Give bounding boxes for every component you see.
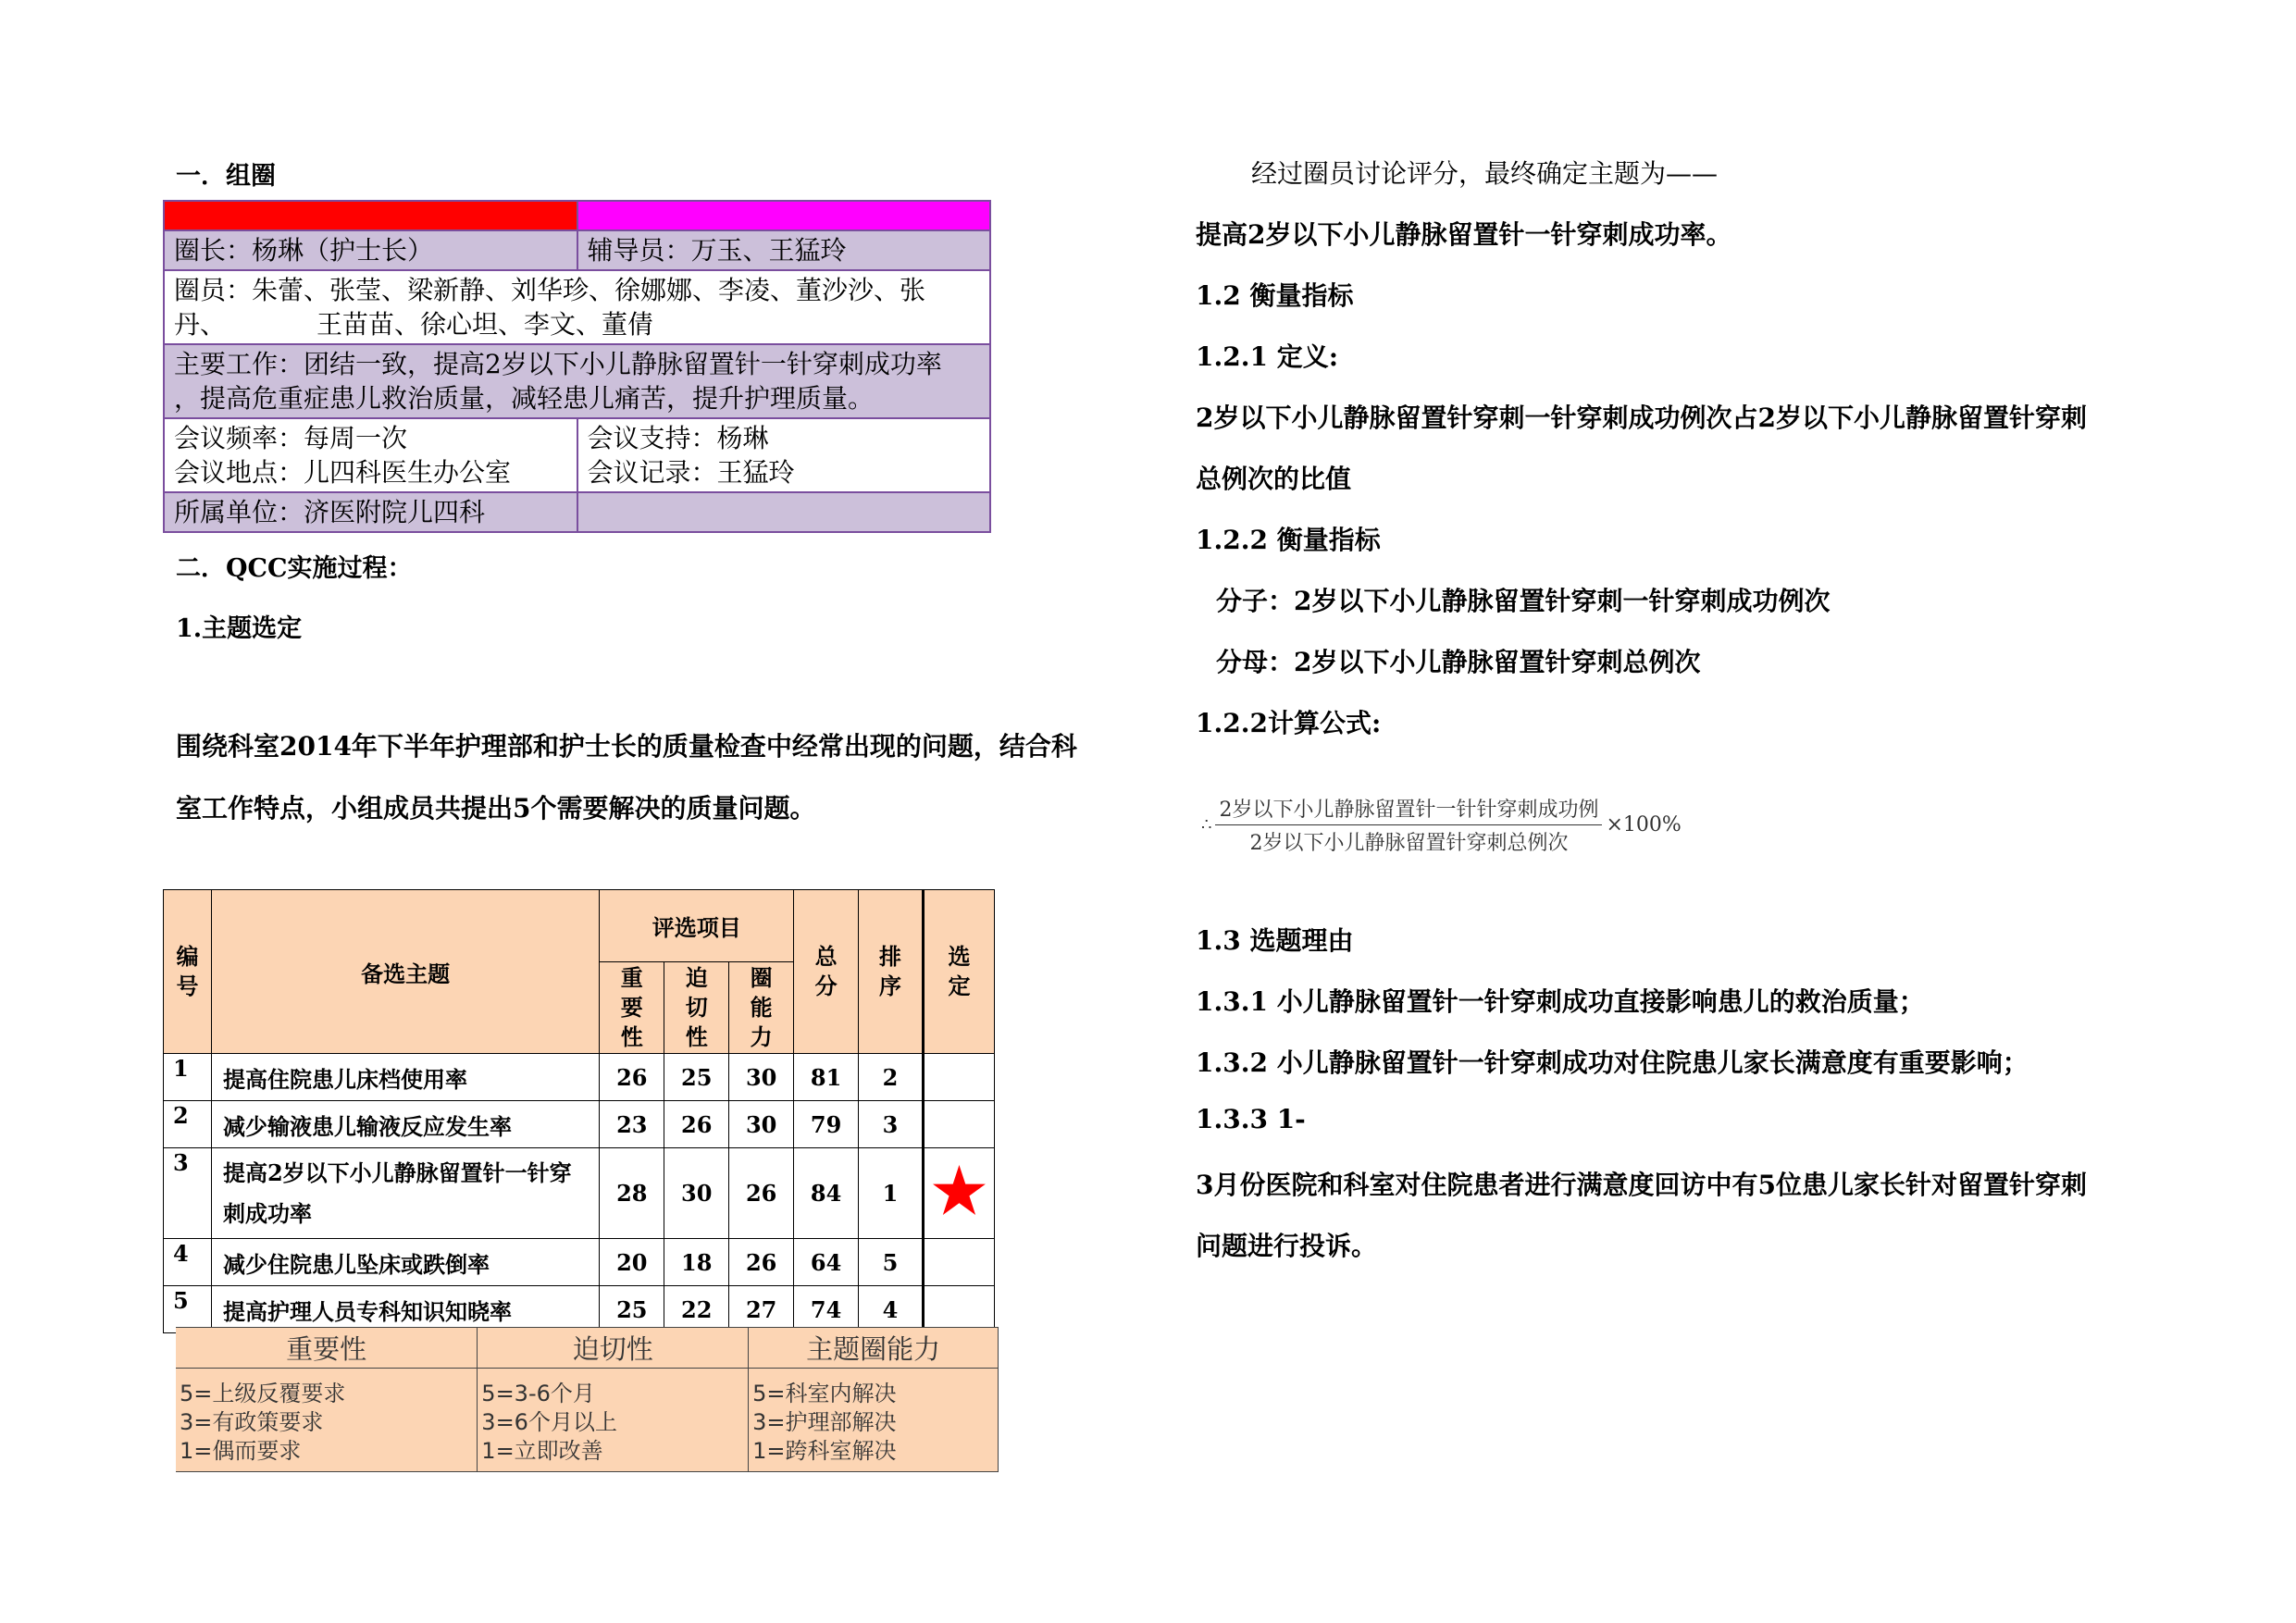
conclusion-intro: 经过圈员讨论评分，最终确定主题为—— — [1251, 158, 1719, 189]
row-urgency: 18 — [664, 1239, 729, 1286]
table-row — [164, 1101, 995, 1148]
row-number: 1 — [164, 1054, 212, 1101]
section-1-2-heading: 1.2 衡量指标 — [1196, 280, 1354, 311]
row-capability: 26 — [729, 1148, 794, 1239]
legend-header-capability: 主题圈能力 — [749, 1328, 999, 1369]
col-header-rank-c1: 排 — [879, 943, 901, 970]
meeting-support: 会议支持：杨琳 — [587, 423, 769, 453]
row-importance: 20 — [600, 1239, 664, 1286]
table-row — [164, 1286, 995, 1333]
team-members-line2: 丹、 王苗苗、徐心坦、李文、董倩 — [174, 309, 654, 340]
legend-urgency-3: 3=6个月以上 — [481, 1409, 617, 1435]
formula-fraction — [1215, 794, 1602, 856]
formula-heading: 1.2.2计算公式: — [1196, 708, 1382, 738]
therefore-symbol: ∴ — [1201, 815, 1212, 835]
col-header-number-c1: 编 — [176, 943, 199, 970]
table-row — [164, 1054, 995, 1101]
team-table — [163, 200, 991, 533]
col-header-selected-c1: 选 — [948, 943, 971, 970]
team-work-line2: ，提高危重症患儿救治质量，减轻患儿痛苦，提升护理质量。 — [174, 383, 875, 414]
team-main-work — [164, 344, 990, 418]
col-header-number — [164, 890, 212, 1054]
row-topic: 减少输液患儿输液反应发生率 — [211, 1101, 599, 1148]
section-1-2-2-heading: 1.2.2 衡量指标 — [1196, 525, 1381, 555]
col-header-capability-c1: 圈 — [750, 964, 773, 991]
team-work-line1: 主要工作：团结一致，提高2岁以下小儿静脉留置针一针穿刺成功率 — [174, 349, 942, 379]
col-header-selected — [923, 890, 994, 1054]
scoring-legend-table — [176, 1327, 999, 1472]
col-header-total-c2: 分 — [814, 973, 838, 999]
legend-header-urgency: 迫切性 — [478, 1328, 749, 1369]
row-topic: 减少住院患儿坠床或跌倒率 — [211, 1239, 599, 1286]
team-members — [164, 270, 990, 344]
subheading-topic-selection: 1.主题选定 — [176, 614, 303, 643]
row-total: 64 — [794, 1239, 859, 1286]
row-number: 4 — [164, 1239, 212, 1286]
col-header-rank — [859, 890, 924, 1054]
col-header-evaluation: 评选项目 — [600, 890, 794, 962]
row-total: 74 — [794, 1286, 859, 1333]
row-capability: 26 — [729, 1239, 794, 1286]
row-rank: 1 — [859, 1148, 924, 1239]
formula-denominator: 2岁以下小儿静脉留置针穿刺总例次 — [1249, 832, 1569, 855]
row-rank: 3 — [859, 1101, 924, 1148]
intro-paragraph-line2: 室工作特点，小组成员共提出5个需要解决的质量问题。 — [176, 793, 816, 824]
col-header-number-c2: 号 — [176, 973, 199, 999]
row-urgency: 30 — [664, 1148, 729, 1239]
definition-line1: 2岁以下小儿静脉留置针穿刺一针穿刺成功例次占2岁以下小儿静脉留置针穿刺 — [1196, 403, 2087, 433]
row-topic-line1: 提高2岁以下小儿静脉留置针一针穿 — [222, 1158, 572, 1186]
section-1-2-1-heading: 1.2.1 定义: — [1196, 341, 1339, 372]
col-header-urgency — [664, 962, 729, 1054]
row-topic: 提高住院患儿床档使用率 — [211, 1054, 599, 1101]
col-header-urgency-c2: 切 — [685, 994, 708, 1021]
row-selected — [923, 1286, 994, 1333]
legend-importance-5: 5=上级反覆要求 — [180, 1381, 346, 1406]
row-capability: 27 — [729, 1286, 794, 1333]
row-total: 79 — [794, 1101, 859, 1148]
legend-importance-1: 1=偶而要求 — [180, 1438, 302, 1464]
legend-urgency-values — [478, 1369, 749, 1472]
row-importance: 23 — [600, 1101, 664, 1148]
reason-3: 1.3.3 1- — [1196, 1104, 1306, 1134]
team-meeting-roles — [577, 418, 991, 492]
row-urgency: 25 — [664, 1054, 729, 1101]
reason-3-line3: 问题进行投诉。 — [1196, 1231, 1378, 1261]
legend-capability-5: 5=科室内解决 — [752, 1381, 897, 1406]
formula-multiplier: ×100% — [1606, 813, 1682, 836]
col-header-selected-c2: 定 — [948, 973, 971, 999]
team-meeting-info — [164, 418, 577, 492]
row-rank: 5 — [859, 1239, 924, 1286]
team-header-magenta-cell — [577, 201, 991, 230]
row-rank: 2 — [859, 1054, 924, 1101]
row-selected — [923, 1101, 994, 1148]
legend-header-importance: 重要性 — [176, 1328, 478, 1369]
reason-2: 1.3.2 小儿静脉留置针一针穿刺成功对住院患儿家长满意度有重要影响； — [1196, 1047, 2029, 1078]
star-icon: ★ — [931, 1155, 987, 1227]
row-selected — [923, 1148, 994, 1239]
team-leader: 圈长：杨琳（护士长） — [164, 230, 577, 270]
formula — [1201, 794, 1682, 856]
col-header-capability — [729, 962, 794, 1054]
legend-capability-values — [749, 1369, 999, 1472]
meeting-record: 会议记录：王猛玲 — [587, 457, 795, 488]
team-unit-empty — [577, 492, 991, 532]
row-total: 84 — [794, 1148, 859, 1239]
row-selected — [923, 1054, 994, 1101]
table-row — [164, 1239, 995, 1286]
table-row-selected — [164, 1148, 995, 1239]
row-number: 3 — [164, 1148, 212, 1239]
row-urgency: 26 — [664, 1101, 729, 1148]
section-heading-qcc: 二．QCC实施过程： — [176, 554, 413, 583]
col-header-urgency-c1: 迫 — [685, 964, 708, 991]
col-header-total — [794, 890, 859, 1054]
col-header-topic: 备选主题 — [211, 890, 599, 1054]
section-heading-team: 一．组圈 — [176, 162, 276, 191]
row-topic: 提高护理人员专科知识知晓率 — [211, 1286, 599, 1333]
row-capability: 30 — [729, 1101, 794, 1148]
row-importance: 28 — [600, 1148, 664, 1239]
team-advisor: 辅导员：万玉、王猛玲 — [577, 230, 991, 270]
row-capability: 30 — [729, 1054, 794, 1101]
meeting-frequency: 会议频率：每周一次 — [174, 423, 408, 453]
col-header-importance-c1: 重 — [620, 964, 643, 991]
row-selected — [923, 1239, 994, 1286]
formula-numerator: 2岁以下小儿静脉留置针一针针穿刺成功例 — [1215, 794, 1602, 825]
col-header-importance-c3: 性 — [620, 1023, 643, 1050]
row-topic — [211, 1148, 599, 1239]
row-urgency: 22 — [664, 1286, 729, 1333]
col-header-capability-c3: 力 — [750, 1023, 773, 1050]
topic-selection-table — [163, 889, 995, 1333]
legend-urgency-5: 5=3-6个月 — [481, 1381, 595, 1406]
final-theme: 提高2岁以下小儿静脉留置针一针穿刺成功率。 — [1196, 219, 1732, 250]
row-number: 2 — [164, 1101, 212, 1148]
numerator-definition: 分子：2岁以下小儿静脉留置针穿刺一针穿刺成功例次 — [1216, 586, 1831, 616]
reason-1: 1.3.1 小儿静脉留置针一针穿刺成功直接影响患儿的救治质量； — [1196, 986, 1925, 1017]
row-importance: 26 — [600, 1054, 664, 1101]
col-header-total-c1: 总 — [814, 943, 838, 970]
section-1-3-heading: 1.3 选题理由 — [1196, 925, 1354, 956]
reason-3-line2: 3月份医院和科室对住院患者进行满意度回访中有5位患儿家长针对留置针穿刺 — [1196, 1170, 2087, 1200]
intro-paragraph-line1: 围绕科室2014年下半年护理部和护士长的质量检查中经常出现的问题，结合科 — [176, 731, 1077, 762]
col-header-urgency-c3: 性 — [685, 1023, 708, 1050]
row-total: 81 — [794, 1054, 859, 1101]
legend-capability-1: 1=跨科室解决 — [752, 1438, 897, 1464]
legend-capability-3: 3=护理部解决 — [752, 1409, 897, 1435]
row-number: 5 — [164, 1286, 212, 1333]
col-header-importance-c2: 要 — [620, 994, 643, 1021]
definition-line2: 总例次的比值 — [1196, 464, 1352, 494]
team-members-line1: 圈员：朱蕾、张莹、梁新静、刘华珍、徐娜娜、李凌、董沙沙、张 — [174, 275, 926, 305]
row-topic-line2: 刺成功率 — [222, 1199, 312, 1227]
col-header-capability-c2: 能 — [750, 994, 773, 1021]
row-importance: 25 — [600, 1286, 664, 1333]
team-unit: 所属单位：济医附院儿四科 — [164, 492, 577, 532]
col-header-rank-c2: 序 — [879, 973, 901, 999]
meeting-place: 会议地点：儿四科医生办公室 — [174, 457, 512, 488]
legend-importance-values — [176, 1369, 478, 1472]
row-rank: 4 — [859, 1286, 924, 1333]
denominator-definition: 分母：2岁以下小儿静脉留置针穿刺总例次 — [1216, 647, 1701, 677]
legend-importance-3: 3=有政策要求 — [180, 1409, 324, 1435]
legend-urgency-1: 1=立即改善 — [481, 1438, 603, 1464]
team-header-red-cell — [164, 201, 577, 230]
col-header-importance — [600, 962, 664, 1054]
